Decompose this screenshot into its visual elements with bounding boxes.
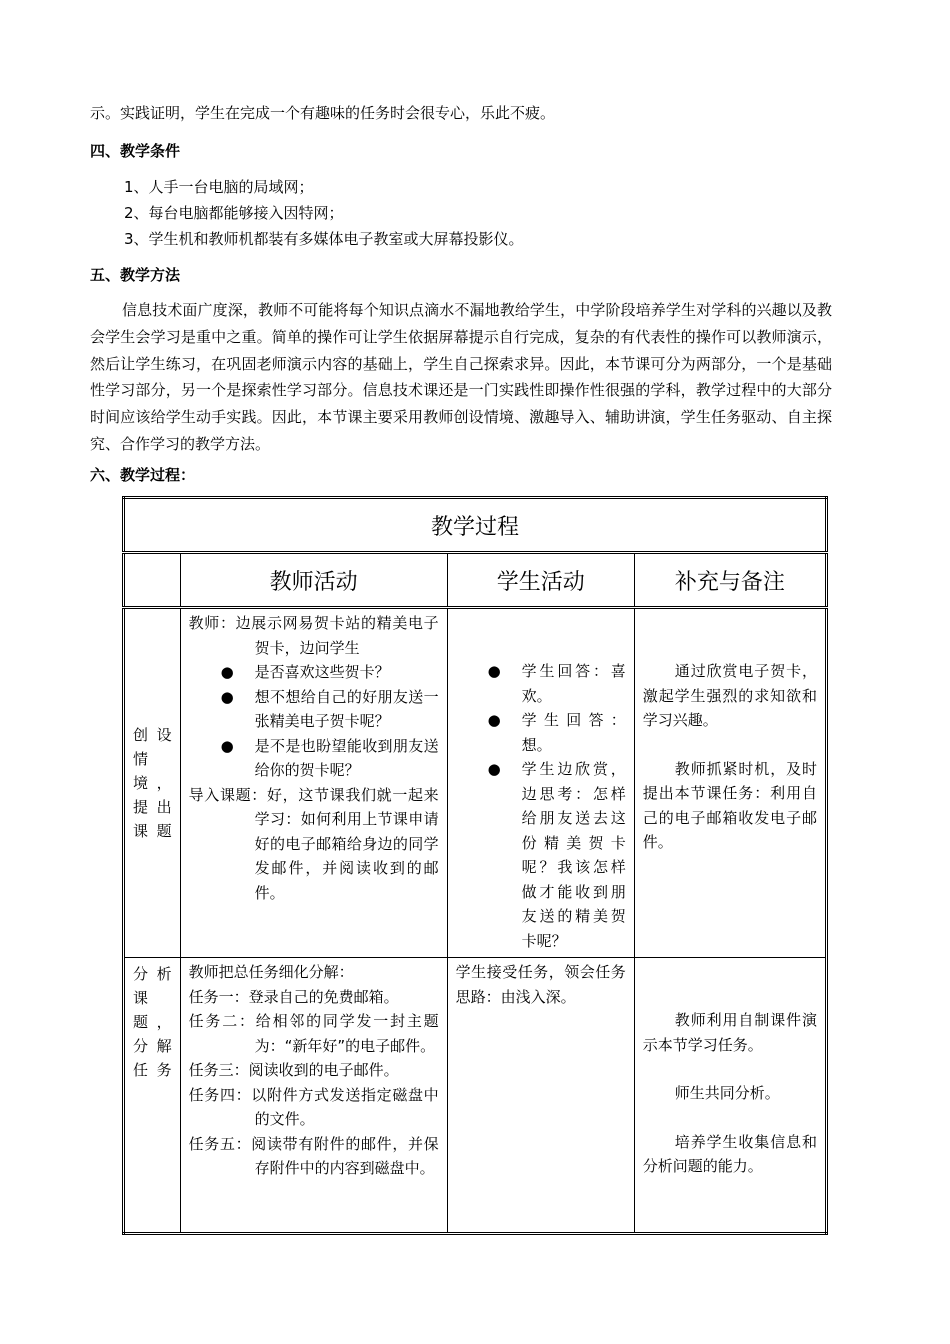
- task-item: 任务四：以附件方式发送指定磁盘中的文件。: [188, 1085, 439, 1128]
- table-title: 教学过程: [124, 498, 827, 553]
- section5-heading: 五、教学方法: [90, 266, 181, 284]
- list-item: ● 学生边欣赏，边思考：怎样给朋友送去这份精美贺卡呢？我该怎样做才能收到朋友送的精美贺卡呢？: [456, 757, 626, 953]
- bullet-icon: ●: [220, 736, 234, 755]
- list-item: 3、学生机和教师机都装有多媒体电子教室或大屏幕投影仪。: [124, 230, 524, 248]
- list-item: ● 是不是也盼望能收到朋友送给你的贺卡呢？: [189, 734, 439, 783]
- header-student: 学生活动: [447, 553, 634, 608]
- list-item: 1、人手一台电脑的局域网；: [124, 178, 314, 196]
- header-notes: 补充与备注: [634, 553, 826, 608]
- bullet-icon: ●: [220, 687, 234, 706]
- task-item: 任务一：登录自己的免费邮箱。: [188, 987, 399, 1006]
- teacher-intro: 教师：边展示网易贺卡站的精美电子贺卡，边问学生: [188, 614, 439, 657]
- teacher-outro: 导入课题：好，这节课我们就一起来学习：如何利用上节课申请好的电子邮箱给身边的同学发邮件，并阅读收到的邮件。: [188, 785, 439, 902]
- task-item: 任务五：阅读带有附件的邮件，并保存附件中的内容到磁盘中。: [188, 1134, 439, 1177]
- bullet-icon: ●: [487, 662, 501, 680]
- student-activity-cell: [447, 608, 634, 958]
- header-teacher: 教师活动: [180, 553, 447, 608]
- header-empty: [124, 553, 181, 608]
- notes-cell: [634, 608, 826, 958]
- note-text: 师生共同分析。: [674, 1084, 780, 1102]
- student-text: 学生接受任务，领会任务思路：由浅入深。: [455, 963, 626, 1006]
- section6-heading: 六、教学过程：: [90, 466, 196, 484]
- section4-heading: 四、教学条件: [90, 142, 181, 160]
- row-label: 创设情境，提出课题: [124, 608, 181, 958]
- teacher-activity-cell: [180, 608, 447, 958]
- note-text: 教师抓紧时机，及时提出本节课任务：利用自己的电子邮箱收发电子邮件。: [642, 759, 817, 851]
- list-item: ● 想不想给自己的好朋友送一张精美电子贺卡呢？: [189, 685, 439, 734]
- bullet-icon: ●: [220, 663, 234, 681]
- list-item: 2、每台电脑都能够接入因特网；: [124, 204, 344, 222]
- bullet-icon: ●: [487, 760, 501, 778]
- teacher-activity-cell: [180, 958, 447, 1234]
- section5-paragraph: 信息技术面广度深，教师不可能将每个知识点滴水不漏地教给学生，中学阶段培养学生对学科的兴趣以及教会学生会学习是重中之重。简单的操作可让学生依据屏幕提示自行完成，复杂的有代表性的操作可以教师演示，然后让学生练习，在巩固老师演示内容的基础上，学生自己探索求异。因此，本节课可分为两部分，一个是基础性学习部分，另一个是探索性学习部分。信息技术课还是一门实践性即操作性很强的学科，教学过程中的大部分时间应该给学生动手实践。因此，本节课主要采用教师创设情境、激趣导入、辅助讲演，学生任务驱动、自主探究、合作学习的教学方法。: [90, 301, 832, 453]
- list-item: ● 学生回答：想。: [456, 708, 626, 757]
- list-item: ● 学生回答：喜欢。: [456, 659, 626, 708]
- list-item: ● 是否喜欢这些贺卡？: [189, 660, 439, 685]
- note-text: 通过欣赏电子贺卡，激起学生强烈的求知欲和学习兴趣。: [642, 662, 817, 729]
- table-row: [124, 958, 827, 1234]
- task-item: 任务二：给相邻的同学发一封主题为：“新年好”的电子邮件。: [188, 1012, 439, 1055]
- table-row: [124, 608, 827, 958]
- intro-line: 示。实践证明，学生在完成一个有趣味的任务时会很专心，乐此不疲。: [90, 104, 556, 122]
- teaching-process-table: [122, 496, 828, 1235]
- row-label: 分析课题，分解任务: [124, 958, 181, 1234]
- teacher-intro: 教师把总任务细化分解：: [188, 963, 354, 981]
- notes-cell: [634, 958, 826, 1234]
- task-item: 任务三：阅读收到的电子邮件。: [188, 1061, 399, 1079]
- bullet-icon: ●: [487, 711, 501, 729]
- note-text: 培养学生收集信息和分析问题的能力。: [642, 1132, 817, 1175]
- student-activity-cell: [447, 958, 634, 1234]
- note-text: 教师利用自制课件演示本节学习任务。: [642, 1011, 817, 1054]
